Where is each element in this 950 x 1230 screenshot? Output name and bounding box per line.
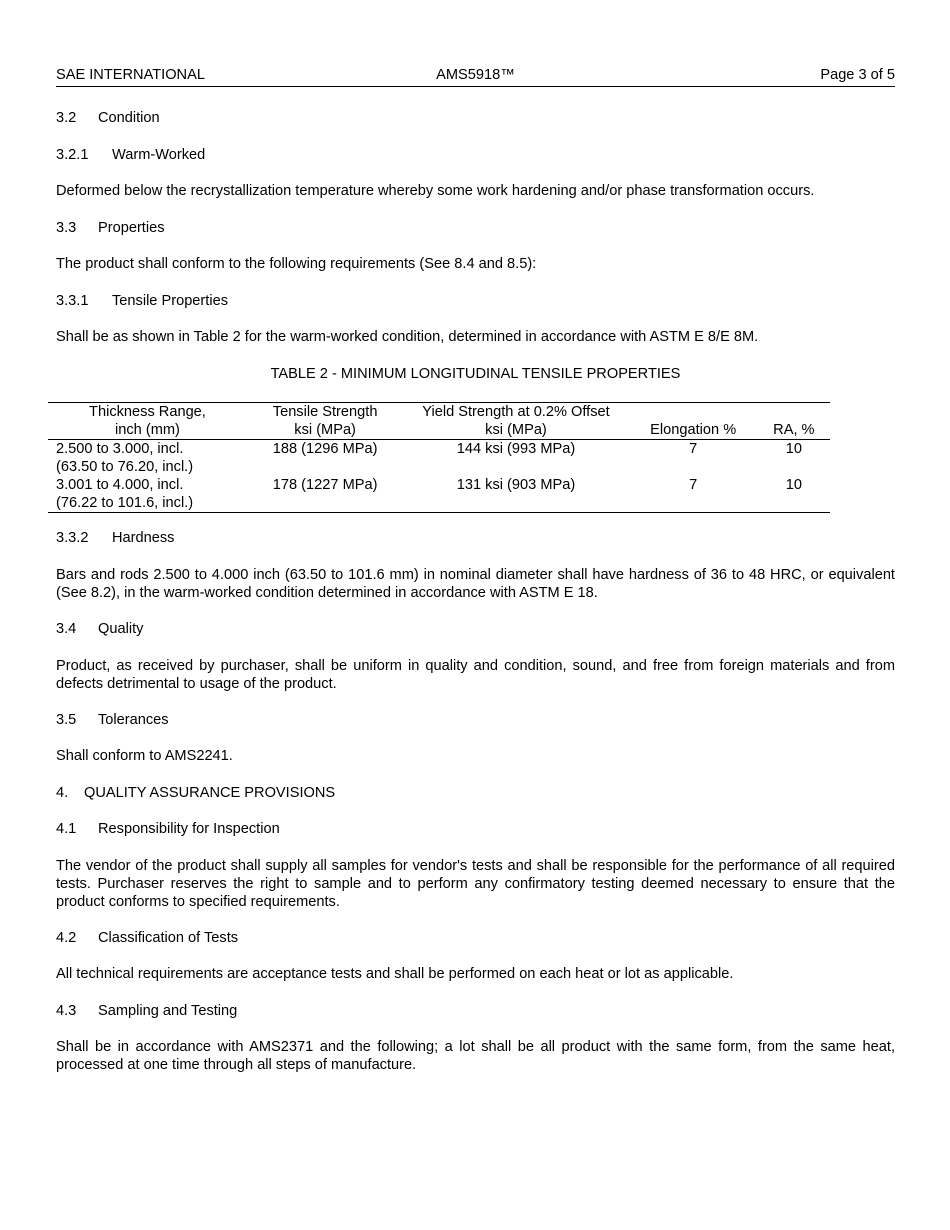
header-elongation: Elongation %	[650, 422, 737, 438]
section-heading-3-3: 3.3 Properties	[56, 220, 165, 236]
section-body-3-3: The product shall conform to the following requirements (See 8.4 and 8.5):	[56, 256, 537, 272]
header-tensile-strength: Tensile Strength ksi (MPa)	[272, 404, 378, 438]
table-caption: TABLE 2 - MINIMUM LONGITUDINAL TENSILE PROPERTIES	[270, 366, 681, 382]
section-body-4-3: Shall be in accordance with AMS2371 and the following; a lot shall be all product with the same form, from the same heat, processed at one time through all steps of manufacture.	[56, 1039, 895, 1073]
header-doc-id: AMS5918™	[436, 67, 515, 83]
section-body-4-2: All technical requirements are acceptance tests and shall be performed on each heat or lot as applicable.	[56, 966, 734, 982]
cell-tensile: 188 (1296 MPa)	[272, 441, 378, 457]
cell-yield: 131 ksi (903 MPa)	[456, 477, 576, 493]
section-heading-4-1: 4.1 Responsibility for Inspection	[56, 821, 280, 837]
header-page-number: Page 3 of 5	[820, 67, 895, 83]
header-yield-strength: Yield Strength at 0.2% Offset ksi (MPa)	[422, 404, 610, 438]
cell-elongation: 7	[689, 477, 698, 493]
header-org: SAE INTERNATIONAL	[56, 67, 205, 83]
section-body-3-4: Product, as received by purchaser, shall be uniform in quality and condition, sound, and free from foreign materials and from defects detrimental to usage of the product.	[56, 658, 895, 692]
section-heading-3-2: 3.2 Condition	[56, 110, 160, 126]
table-header-row	[48, 403, 830, 440]
section-heading-3-5: 3.5 Tolerances	[56, 712, 169, 728]
table-row	[48, 440, 830, 477]
section-heading-3-2-1: 3.2.1 Warm-Worked	[56, 147, 206, 163]
section-body-3-2-1: Deformed below the recrystallization temperature whereby some work hardening and/or phase transformation occurs.	[56, 183, 815, 199]
header-reduction-of-area: RA, %	[773, 422, 815, 438]
cell-thickness-range: 3.001 to 4.000, incl. (76.22 to 101.6, incl.)	[56, 477, 194, 511]
section-heading-4-2: 4.2 Classification of Tests	[56, 930, 239, 946]
cell-elongation: 7	[689, 441, 698, 457]
section-heading-3-3-2: 3.3.2 Hardness	[56, 530, 175, 546]
cell-ra: 10	[785, 441, 802, 457]
section-heading-3-3-1: 3.3.1 Tensile Properties	[56, 293, 228, 309]
section-heading-4-3: 4.3 Sampling and Testing	[56, 1003, 238, 1019]
table-row	[48, 476, 830, 513]
page-header	[56, 66, 895, 87]
cell-tensile: 178 (1227 MPa)	[272, 477, 378, 493]
cell-thickness-range: 2.500 to 3.000, incl. (63.50 to 76.20, incl.)	[56, 441, 194, 475]
section-body-4-1: The vendor of the product shall supply all samples for vendor's tests and shall be responsible for the performance of all required tests. Purchaser reserves the right to sample and to perform any confirmatory testing deemed necessary to ensure that the product conforms to specified requirements.	[56, 858, 895, 910]
section-body-3-3-1: Shall be as shown in Table 2 for the warm-worked condition, determined in accordance with ASTM E 8/E 8M.	[56, 329, 759, 345]
section-body-3-5: Shall conform to AMS2241.	[56, 748, 233, 764]
section-heading-3-4: 3.4 Quality	[56, 621, 144, 637]
section-body-3-3-2: Bars and rods 2.500 to 4.000 inch (63.50 to 101.6 mm) in nominal diameter shall have hardness of 36 to 48 HRC, or equivalent (See 8.2), in the warm-worked condition determined in accordance with ASTM E 18.	[56, 567, 895, 601]
tensile-properties-table	[48, 402, 830, 513]
cell-yield: 144 ksi (993 MPa)	[456, 441, 576, 457]
cell-ra: 10	[785, 477, 802, 493]
header-thickness-range: Thickness Range, inch (mm)	[89, 404, 206, 438]
section-heading-4: 4. QUALITY ASSURANCE PROVISIONS	[56, 785, 336, 801]
